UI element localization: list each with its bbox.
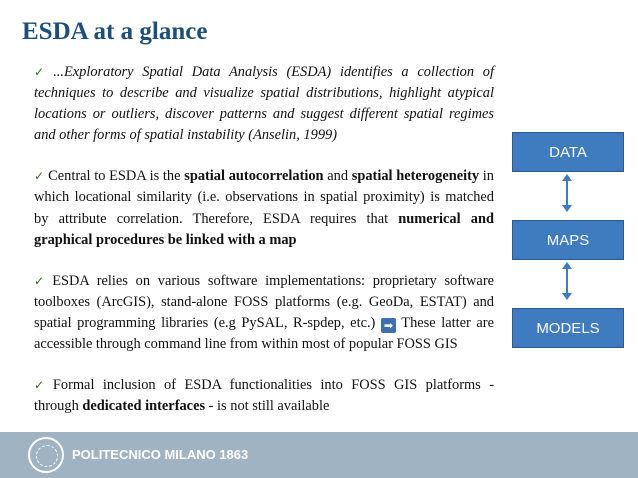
bullet-1-text: ...Exploratory Spatial Data Analysis (ESDA) identifies a collection of techniques to describe and visualize spatial distributions, highlight atypical locations or outliers, discover patterns and suggest different spatial regimes and other forms of spatial instability (Anselin, 1999) — [34, 64, 494, 144]
bullet-2-strong-1: spatial autocorrelation — [184, 168, 324, 185]
bullet-4 — [34, 375, 494, 417]
university-seal-icon — [28, 437, 64, 473]
bullet-3-text-2: These latter are accessible through command line from within most of popular FOSS GIS — [34, 314, 494, 353]
bullet-4-text-2: - is not still available — [205, 398, 330, 415]
bullet-3-text-1: ESDA relies on various software implementations: proprietary software toolboxes (ArcGIS), stand-alone FOSS platforms (e.g. GeoDa, ESTAT) and spatial programming libraries (e.g PySAL, R-spdep, etc.) — [34, 272, 494, 331]
bullet-4-text-1: Formal inclusion of ESDA functionalities into FOSS GIS platforms - through — [34, 377, 494, 415]
checkmark-icon: ✓ — [34, 169, 45, 184]
bullet-2-text-3: in which locational similarity (i.e. observations in spatial proximity) is matched by attribute correlation. Therefore, ESDA requires that — [34, 168, 494, 227]
footer-bar — [0, 432, 638, 478]
slide-title: ESDA at a glance — [22, 18, 208, 45]
bullet-2-strong-3: numerical and graphical procedures be linked with a map — [34, 210, 494, 248]
bullet-2 — [34, 166, 494, 250]
bullet-3 — [34, 271, 494, 355]
models-box: MODELS — [512, 308, 624, 348]
right-arrow-icon: ➡ — [381, 318, 396, 333]
bullet-1 — [34, 62, 494, 146]
checkmark-icon: ✓ — [34, 378, 49, 393]
footer-brand: POLITECNICO MILANO 1863 — [72, 447, 249, 462]
checkmark-icon: ✓ — [34, 65, 50, 79]
slide-content — [34, 62, 494, 437]
bullet-4-strong-1: dedicated interfaces — [82, 398, 206, 415]
checkmark-icon: ✓ — [34, 273, 49, 288]
bullet-2-text-2: and — [323, 168, 352, 185]
data-box: DATA — [512, 132, 624, 172]
bullet-2-strong-2: spatial heterogeneity — [351, 168, 480, 185]
bullet-2-text-1: Central to ESDA is the — [48, 168, 185, 185]
maps-box: MAPS — [512, 220, 624, 260]
